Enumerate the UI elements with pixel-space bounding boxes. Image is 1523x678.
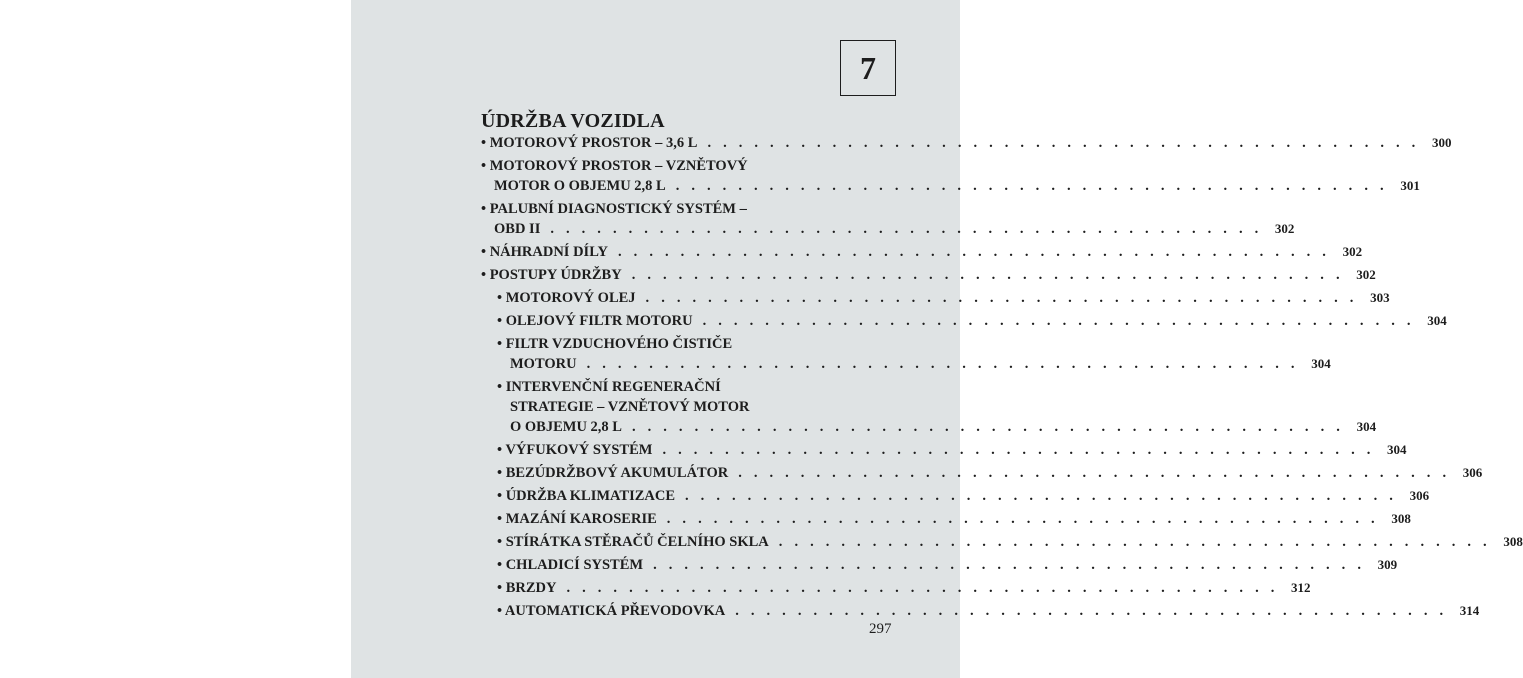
dot-leader: . . . . . . . . . . . . . . . . . . . . . . . . . . . . . . . . . . . . . . . . . . . . . .: [618, 244, 1331, 260]
toc-page-number: 304: [1427, 313, 1447, 328]
toc-entry[interactable]: [481, 265, 1376, 285]
toc-entry[interactable]: [481, 377, 1377, 437]
dot-leader: . . . . . . . . . . . . . . . . . . . . . . . . . . . . . . . . . . . . . . . . . . . . . .: [735, 603, 1448, 619]
toc-page-number: 300: [1432, 135, 1452, 150]
toc-page-number: 302: [1274, 221, 1295, 236]
dot-leader: . . . . . . . . . . . . . . . . . . . . . . . . . . . . . . . . . . . . . . . . . . . . . .: [675, 178, 1388, 194]
toc-entry[interactable]: [481, 288, 1390, 308]
toc-entry-row: [497, 601, 1480, 621]
toc-entry[interactable]: [481, 199, 1295, 239]
toc-entry-label: • BEZÚDRŽBOVÝ AKUMULÁTOR: [497, 465, 729, 481]
document-page: [351, 0, 1523, 678]
toc-page-number: 304: [1387, 442, 1407, 457]
dot-leader: . . . . . . . . . . . . . . . . . . . . . . . . . . . . . . . . . . . . . . . . . . . . . .: [645, 290, 1358, 306]
toc-entry-row: [497, 463, 1483, 483]
dot-leader: . . . . . . . . . . . . . . . . . . . . . . . . . . . . . . . . . . . . . . . . . . . . . .: [685, 488, 1398, 504]
page-number: 297: [869, 621, 892, 637]
dot-leader: . . . . . . . . . . . . . . . . . . . . . . . . . . . . . . . . . . . . . . . . . . . . . .: [550, 221, 1263, 237]
toc-entry-row: [497, 555, 1398, 575]
dot-leader: . . . . . . . . . . . . . . . . . . . . . . . . . . . . . . . . . . . . . . . . . . . . . .: [707, 135, 1420, 151]
toc-entry-label: • STÍRÁTKA STĚRAČŮ ČELNÍHO SKLA: [497, 534, 769, 550]
toc-page-number: 303: [1370, 290, 1390, 305]
toc-entry[interactable]: [481, 532, 1523, 552]
chapter-number-box: [840, 40, 896, 96]
toc-entry-row: [497, 440, 1407, 460]
dot-leader: . . . . . . . . . . . . . . . . . . . . . . . . . . . . . . . . . . . . . . . . . . . . . .: [702, 313, 1415, 329]
toc-entry-label: • INTERVENČNÍ REGENERAČNÍ: [497, 379, 721, 395]
dot-leader: . . . . . . . . . . . . . . . . . . . . . . . . . . . . . . . . . . . . . . . . . . . . . .: [586, 356, 1299, 372]
toc-page-number: 301: [1400, 178, 1420, 193]
toc-entry-label: • MAZÁNÍ KAROSERIE: [497, 511, 657, 527]
toc-entry-label: • POSTUPY ÚDRŽBY: [481, 267, 622, 283]
toc-page-number: 309: [1377, 557, 1398, 572]
toc-entry[interactable]: [481, 578, 1311, 598]
toc-entry-label: • MOTOROVÝ OLEJ: [497, 290, 636, 306]
toc-entry-label: • BRZDY: [497, 580, 557, 596]
dot-leader: . . . . . . . . . . . . . . . . . . . . . . . . . . . . . . . . . . . . . . . . . . . . . .: [653, 557, 1366, 573]
toc-entry[interactable]: [481, 242, 1363, 262]
toc-page-number: 308: [1391, 511, 1411, 526]
toc-entry-label: • VÝFUKOVÝ SYSTÉM: [497, 442, 653, 458]
toc-entry[interactable]: [481, 440, 1407, 460]
toc-entry-label: • CHLADICÍ SYSTÉM: [497, 557, 644, 573]
dot-leader: . . . . . . . . . . . . . . . . . . . . . . . . . . . . . . . . . . . . . . . . . . . . . .: [778, 534, 1491, 550]
toc-entry[interactable]: [481, 334, 1331, 374]
toc-entry-row: [481, 265, 1376, 285]
toc-entry-label: MOTOR O OBJEMU 2,8 L: [494, 178, 666, 194]
toc-entry-row: [497, 532, 1523, 552]
toc-entry-row: [497, 311, 1447, 331]
toc-page-number: 306: [1409, 488, 1430, 503]
toc-entry-label: • ÚDRŽBA KLIMATIZACE: [497, 488, 676, 504]
toc-page-number: 312: [1291, 580, 1311, 595]
dot-leader: . . . . . . . . . . . . . . . . . . . . . . . . . . . . . . . . . . . . . . . . . . . . . .: [666, 511, 1379, 527]
toc-entry[interactable]: [481, 601, 1480, 621]
toc-entry-row: [497, 417, 1377, 437]
dot-leader: . . . . . . . . . . . . . . . . . . . . . . . . . . . . . . . . . . . . . . . . . . . . . .: [566, 580, 1279, 596]
toc-page-number: 304: [1356, 419, 1377, 434]
dot-leader: . . . . . . . . . . . . . . . . . . . . . . . . . . . . . . . . . . . . . . . . . . . . . .: [738, 465, 1451, 481]
toc-entry[interactable]: [481, 486, 1430, 506]
toc-entry-label: • MOTOROVÝ PROSTOR – 3,6 L: [481, 135, 698, 151]
toc-entry-label: • FILTR VZDUCHOVÉHO ČISTIČE: [497, 336, 733, 352]
toc-entry-label: • PALUBNÍ DIAGNOSTICKÝ SYSTÉM –: [481, 201, 747, 217]
toc-page-number: 302: [1342, 244, 1363, 259]
toc-entry-label: MOTORU: [510, 356, 577, 372]
toc-entry-row: [497, 578, 1311, 598]
toc-entry-label: • NÁHRADNÍ DÍLY: [481, 244, 609, 260]
dot-leader: . . . . . . . . . . . . . . . . . . . . . . . . . . . . . . . . . . . . . . . . . . . . . .: [662, 442, 1375, 458]
toc-entry[interactable]: [481, 555, 1398, 575]
chapter-title: ÚDRŽBA VOZIDLA: [481, 110, 665, 132]
toc-entry[interactable]: [481, 509, 1411, 529]
chapter-number: 7: [860, 49, 876, 86]
dot-leader: . . . . . . . . . . . . . . . . . . . . . . . . . . . . . . . . . . . . . . . . . . . . . .: [631, 419, 1345, 435]
toc-page-number: 308: [1503, 534, 1523, 549]
toc-entry-label: O OBJEMU 2,8 L: [510, 419, 622, 435]
blank-margin: [0, 0, 351, 678]
toc-entry[interactable]: [481, 463, 1483, 483]
toc-page-number: 304: [1311, 356, 1331, 371]
toc-entry-label: STRATEGIE – VZNĚTOVÝ MOTOR: [510, 399, 750, 415]
toc-entry-row: [497, 354, 1331, 374]
toc-entry-label: • OLEJOVÝ FILTR MOTORU: [497, 313, 693, 329]
toc-entry-label: • MOTOROVÝ PROSTOR – VZNĚTOVÝ: [481, 158, 748, 174]
toc-entry-row: [497, 288, 1390, 308]
toc-entry-label: • AUTOMATICKÁ PŘEVODOVKA: [497, 603, 726, 619]
toc-entry[interactable]: [481, 311, 1447, 331]
dot-leader: . . . . . . . . . . . . . . . . . . . . . . . . . . . . . . . . . . . . . . . . . . . . . .: [631, 267, 1344, 283]
toc-entry-row: [497, 509, 1411, 529]
toc-entry[interactable]: [481, 133, 1452, 153]
toc-page-number: 314: [1459, 603, 1480, 618]
toc-entry-row: [481, 219, 1295, 239]
toc-page-number: 306: [1462, 465, 1483, 480]
toc-page-number: 302: [1356, 267, 1376, 282]
toc-entry-label: OBD II: [494, 221, 541, 237]
toc-entry[interactable]: [481, 156, 1420, 196]
toc-entry-row: [481, 242, 1363, 262]
toc-entry-row: [497, 486, 1430, 506]
toc-entry-row: [481, 133, 1452, 153]
table-of-contents: [481, 133, 1523, 624]
toc-entry-row: [481, 176, 1420, 196]
